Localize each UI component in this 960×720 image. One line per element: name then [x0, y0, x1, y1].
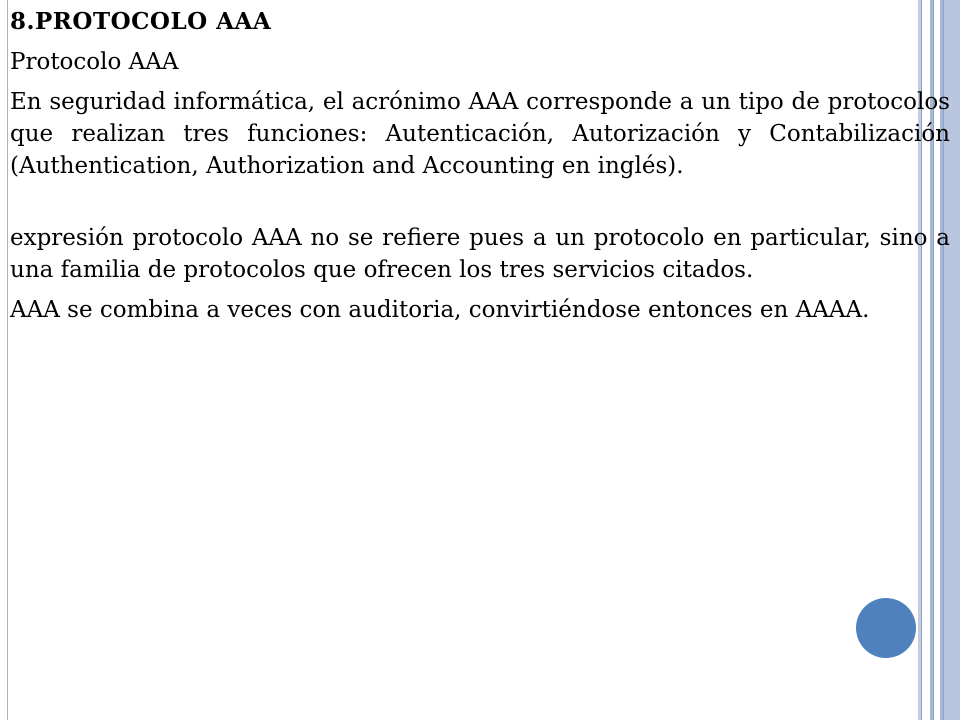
slide-title: 8.PROTOCOLO AAA — [10, 8, 272, 35]
paragraph-definition: En seguridad informática, el acrónimo AAA corresponde a un tipo de protocolos que realizan tres funciones: Autenticación, Autorización y Contabilización (Authentication, Authorization and Accounting en inglés). — [10, 89, 950, 179]
slide-content — [10, 6, 950, 326]
slide-subtitle: Protocolo AAA — [10, 49, 179, 75]
decor-circle — [856, 598, 916, 658]
left-border-line — [7, 0, 8, 720]
paragraph-auditoria: AAA se combina a veces con auditoria, convirtiéndose entonces en AAAA. — [10, 297, 870, 323]
paragraph-family: expresión protocolo AAA no se refiere pues a un protocolo en particular, sino a una familia de protocolos que ofrecen los tres servicios citados. — [10, 225, 950, 283]
